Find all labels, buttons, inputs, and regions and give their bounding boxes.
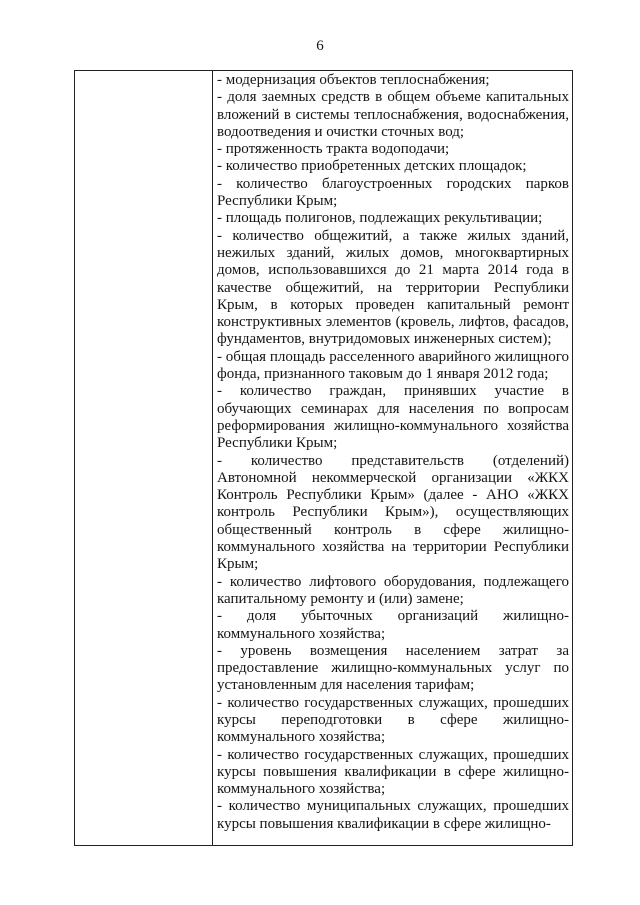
indicator-item: - количество представительств (отделений) Автономной некоммерческой организации «ЖКХ Контроль Республики Крым» (далее - АНО «ЖКХ контроль Республики Крым»), осуществляющих общественный контроль в сфере жилищно-коммунального хозяйства на территории Республики Крым; xyxy=(217,452,569,573)
indicator-item: - доля заемных средств в общем объеме капитальных вложений в системы теплоснабжения, водоснабжения, водоотведения и очистки сточных вод; xyxy=(217,89,569,140)
indicator-item: - модернизация объектов теплоснабжения; xyxy=(217,72,490,88)
indicator-item: - уровень возмещения населением затрат за предоставление жилищно-коммунальных услуг по установленным для населения тарифам; xyxy=(217,642,569,694)
table-left-column xyxy=(75,71,213,845)
indicator-item: - общая площадь расселенного аварийного жилищного фонда, признанного таковым до 1 января 2012 года; xyxy=(217,348,569,383)
indicator-item: - доля убыточных организаций жилищно-коммунального хозяйства; xyxy=(217,608,569,642)
page-number: 6 xyxy=(316,38,324,54)
indicator-item: - количество приобретенных детских площадок; xyxy=(217,158,527,175)
table-right-column xyxy=(213,71,572,845)
indicator-item: - количество муниципальных служащих, прошедших курсы повышения квалификации в сфере жилищно- xyxy=(217,798,569,832)
indicator-item: - площадь полигонов, подлежащих рекультивации; xyxy=(217,210,543,227)
indicator-item: - количество граждан, принявших участие в обучающих семинарах для населения по вопросам реформирования жилищно-коммунального хозяйства Республики Крым; xyxy=(217,383,569,452)
indicators-table xyxy=(74,70,573,846)
indicator-item: - количество общежитий, а также жилых зданий, нежилых зданий, жилых домов, многоквартирных домов, использовавшихся до 21 марта 2014 года в качестве общежитий, на территории Республики Крым, в которых проведен капитальный ремонт конструктивных элементов (кровель, лифтов, фасадов, фундаментов, внутридомовых инженерных систем); xyxy=(217,227,569,348)
indicator-item: - количество благоустроенных городских парков Республики Крым; xyxy=(217,175,569,210)
indicator-item: - количество государственных служащих, прошедших курсы переподготовки в сфере жилищно-коммунального хозяйства; xyxy=(217,694,569,746)
indicator-item: - протяженность тракта водоподачи; xyxy=(217,141,450,158)
indicator-item: - количество лифтового оборудования, подлежащего капитальному ремонту и (или) замене; xyxy=(217,573,569,607)
indicator-item: - количество государственных служащих, прошедших курсы повышения квалификации в сфере жилищно-коммунального хозяйства; xyxy=(217,746,569,798)
